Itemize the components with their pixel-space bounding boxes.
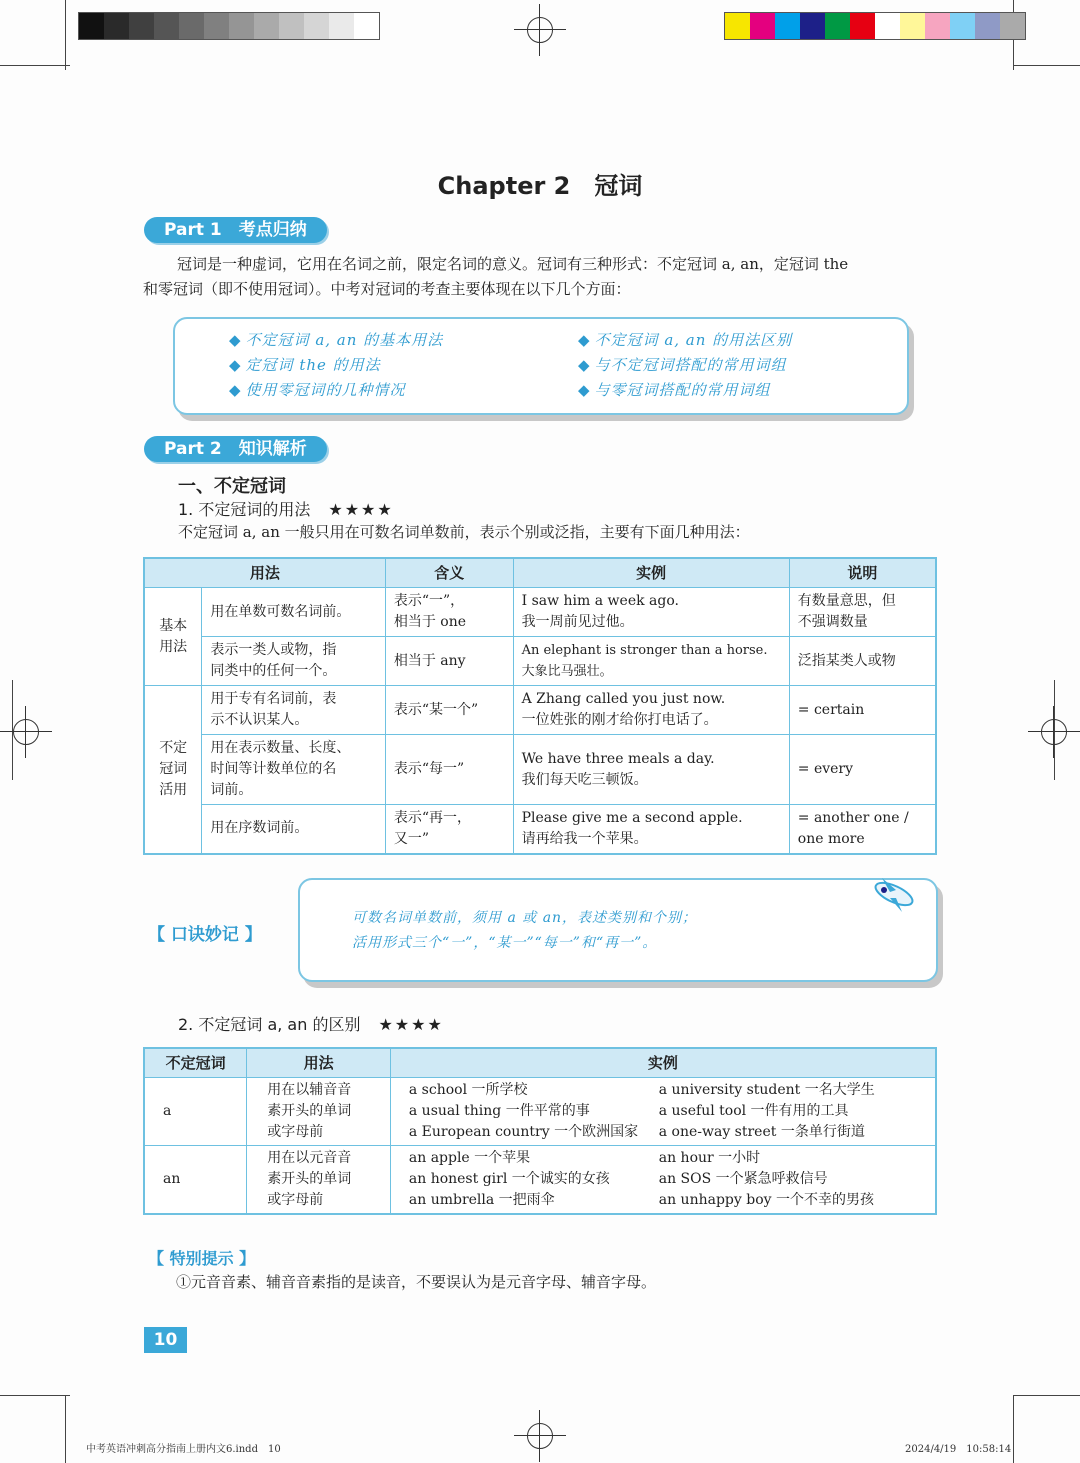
usage-cell: 用在以元音音 素开头的单词 或字母前 [247, 1146, 391, 1215]
color-swatch [154, 13, 179, 39]
usage-cell: 用在以辅音音 素开头的单词 或字母前 [247, 1078, 391, 1146]
table-row [144, 735, 936, 805]
diamond-bullet-icon: ◆ [229, 356, 242, 374]
example-line: a university student 一名大学生 [658, 1082, 875, 1098]
rating-stars: ★★★★ [378, 1015, 444, 1034]
column-header: 实例 [513, 558, 789, 588]
column-header: 实例 [390, 1048, 936, 1078]
usage-cell: 用于专有名词前，表 示不认识某人。 [202, 686, 385, 735]
note-cell: = another one / one more [789, 805, 936, 854]
key-point: ◆ 不定冠词 a, an 的基本用法 [229, 331, 444, 349]
example-line: a European country 一个欧洲国家 [408, 1124, 639, 1140]
crop-mark [65, 1395, 66, 1463]
color-swatch [1000, 13, 1025, 39]
airplane-icon [862, 868, 924, 918]
example-line: an unhappy boy 一个不幸的男孩 [658, 1192, 874, 1208]
column-header: 含义 [385, 558, 513, 588]
usage-cell: 用在表示数量、长度、 时间等计数单位的名 词前。 [202, 735, 385, 805]
crop-mark [0, 65, 70, 66]
rating-stars: ★★★★ [328, 500, 394, 519]
table-row [144, 637, 936, 686]
meaning-cell: 表示“每一” [385, 735, 513, 805]
diamond-bullet-icon: ◆ [229, 331, 242, 349]
key-point: ◆ 定冠词 the 的用法 [229, 356, 381, 374]
section-title: 一、不定冠词 [178, 476, 286, 497]
process-color-bar [724, 12, 1026, 40]
color-swatch [304, 13, 329, 39]
subsection-intro: 不定冠词 a, an 一般只用在可数名词单数前，表示个别或泛指，主要有下面几种用法： [178, 523, 750, 541]
key-point: ◆ 与零冠词搭配的常用词组 [578, 381, 771, 399]
crop-mark [65, 0, 66, 70]
table-row [144, 805, 936, 854]
example-cell: We have three meals a day. 我们每天吃三顿饭。 [513, 735, 789, 805]
page-number: 10 [144, 1327, 187, 1353]
meaning-cell: 表示“一”， 相当于 one [385, 588, 513, 637]
color-swatch [800, 13, 825, 39]
subsection-title: 2. 不定冠词 a, an 的区别 ★★★★ [178, 1015, 444, 1034]
example-cell: Please give me a second apple. 请再给我一个苹果。 [513, 805, 789, 854]
meaning-cell: 表示“再一， 又一” [385, 805, 513, 854]
color-swatch [850, 13, 875, 39]
color-swatch [750, 13, 775, 39]
color-swatch [204, 13, 229, 39]
example-line: a useful tool 一件有用的工具 [658, 1103, 849, 1119]
color-swatch [725, 13, 750, 39]
examples-cell [651, 1078, 936, 1146]
part1-intro [143, 252, 938, 302]
meaning-cell: 相当于 any [385, 637, 513, 686]
page-title: Chapter 2 冠词 [437, 172, 643, 200]
color-swatch [254, 13, 279, 39]
example-cell: An elephant is stronger than a horse. 大象比马强壮。 [513, 637, 789, 686]
crop-mark [1013, 1395, 1014, 1463]
grayscale-color-bar [78, 12, 380, 40]
part2-label: Part 2 知识解析 [144, 436, 327, 462]
note-cell: 有数量意思，但 不强调数量 [789, 588, 936, 637]
registration-mark-icon [514, 4, 566, 56]
article-difference-table [143, 1047, 937, 1215]
footer-file-info: 中考英语冲刺高分指南上册内文6.indd 10 [86, 1444, 281, 1455]
crop-mark [0, 1395, 70, 1396]
mnemonic-line: 可数名词单数前，须用 a 或 an，表述类别和个别； [352, 910, 698, 926]
note-cell: = every [789, 735, 936, 805]
example-line: an umbrella 一把雨伞 [408, 1192, 555, 1208]
color-swatch [825, 13, 850, 39]
key-point: ◆ 不定冠词 a, an 的用法区别 [578, 331, 793, 349]
example-line: a usual thing 一件平常的事 [408, 1103, 590, 1119]
column-header: 用法 [144, 558, 385, 588]
diamond-bullet-icon: ◆ [229, 381, 242, 399]
mnemonic-label: 【 口诀妙记 】 [148, 925, 262, 945]
table-row [144, 1078, 936, 1146]
color-swatch [329, 13, 354, 39]
key-point: ◆ 与不定冠词搭配的常用词组 [578, 356, 787, 374]
examples-cell [390, 1078, 650, 1146]
tip-text: ①元音音素、辅音音素指的是读音，不要误认为是元音字母、辅音字母。 [176, 1273, 657, 1291]
article-cell: a [144, 1078, 247, 1146]
table-header-row [144, 558, 936, 588]
table-row [144, 1146, 936, 1215]
example-cell: I saw him a week ago. 我一周前见过他。 [513, 588, 789, 637]
usage-table [143, 557, 937, 855]
color-swatch [104, 13, 129, 39]
color-swatch [129, 13, 154, 39]
color-swatch [79, 13, 104, 39]
example-line: a school 一所学校 [408, 1082, 528, 1098]
meaning-cell: 表示“某一个” [385, 686, 513, 735]
color-swatch [900, 13, 925, 39]
color-swatch [925, 13, 950, 39]
example-line: a one-way street 一条单行街道 [658, 1124, 865, 1140]
key-point: ◆ 使用零冠词的几种情况 [229, 381, 406, 399]
color-swatch [279, 13, 304, 39]
note-cell: = certain [789, 686, 936, 735]
usage-cell: 用在单数可数名词前。 [202, 588, 385, 637]
mnemonic-box [298, 878, 938, 982]
example-line: an SOS 一个紧急呼救信号 [658, 1171, 828, 1187]
column-header: 说明 [789, 558, 936, 588]
color-swatch [950, 13, 975, 39]
table-header-row [144, 1048, 936, 1078]
intro-line: 冠词是一种虚词，它用在名词之前，限定名词的意义。冠词有三种形式：不定冠词 a, an，定冠词 the [177, 255, 849, 273]
subsection-title: 1. 不定冠词的用法 ★★★★ [178, 500, 394, 519]
note-cell: 泛指某类人或物 [789, 637, 936, 686]
crop-mark [1013, 65, 1080, 66]
color-swatch [179, 13, 204, 39]
diamond-bullet-icon: ◆ [578, 356, 591, 374]
mnemonic-line: 活用形式三个“一”，“某一”“每一”和“再一”。 [352, 935, 658, 951]
registration-mark-icon [0, 706, 52, 758]
example-line: an hour 一小时 [658, 1150, 761, 1166]
table-row [144, 686, 936, 735]
usage-cell: 用在序数词前。 [202, 805, 385, 854]
registration-mark-icon [514, 1410, 566, 1462]
column-header: 用法 [247, 1048, 391, 1078]
examples-cell [651, 1146, 936, 1215]
crop-mark [1013, 1395, 1080, 1396]
color-swatch [229, 13, 254, 39]
registration-mark-icon [1028, 706, 1080, 758]
footer-timestamp: 2024/4/19 10:58:14 [905, 1444, 1012, 1455]
color-swatch [354, 13, 379, 39]
example-line: an apple 一个苹果 [408, 1150, 531, 1166]
article-cell: an [144, 1146, 247, 1215]
part1-label: Part 1 考点归纳 [144, 217, 327, 243]
color-swatch [975, 13, 1000, 39]
table-row [144, 588, 936, 637]
tip-label: 【 特别提示 】 [148, 1249, 256, 1268]
usage-cell: 表示一类人或物，指 同类中的任何一个。 [202, 637, 385, 686]
group-cell: 不定 冠词 活用 [144, 686, 202, 854]
group-cell: 基本 用法 [144, 588, 202, 686]
example-cell: A Zhang called you just now. 一位姓张的刚才给你打电话了。 [513, 686, 789, 735]
color-swatch [775, 13, 800, 39]
example-line: an honest girl 一个诚实的女孩 [408, 1171, 610, 1187]
diamond-bullet-icon: ◆ [578, 381, 591, 399]
column-header: 不定冠词 [144, 1048, 247, 1078]
intro-line: 和零冠词（即不使用冠词）。中考对冠词的考查主要体现在以下几个方面： [143, 280, 631, 298]
color-swatch [875, 13, 900, 39]
examples-cell [390, 1146, 650, 1215]
diamond-bullet-icon: ◆ [578, 331, 591, 349]
